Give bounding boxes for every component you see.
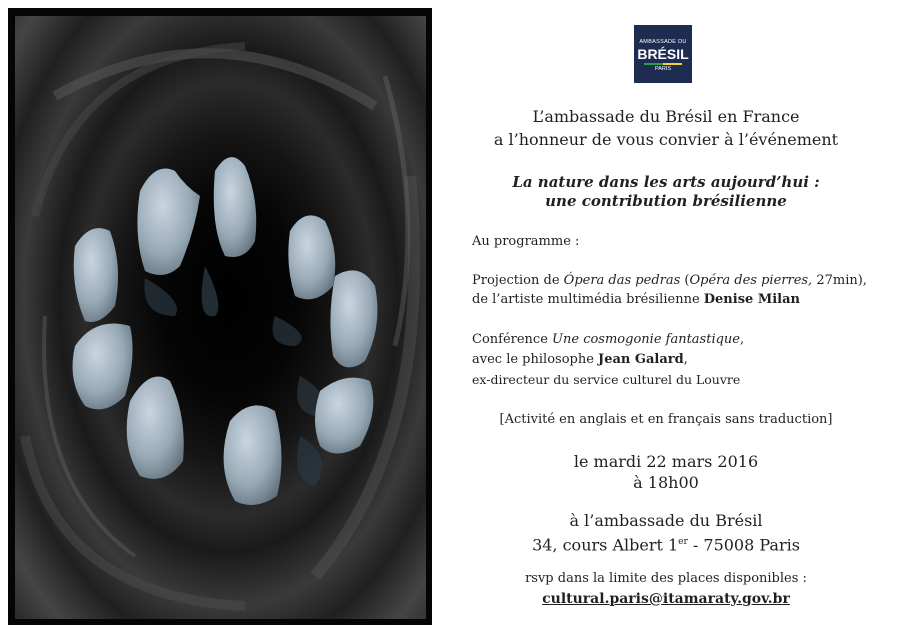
projection-line2 bbox=[472, 291, 800, 309]
logo-line3: PARIS bbox=[654, 66, 672, 72]
photo-frame bbox=[8, 8, 432, 625]
projection-prefix: Projection de bbox=[472, 273, 564, 288]
event-time: à 18h00 bbox=[633, 473, 699, 492]
logo-line2: BRÉSIL bbox=[637, 46, 689, 62]
projection-title: Ópera das pedras bbox=[563, 273, 681, 288]
venue-address bbox=[432, 531, 900, 556]
address-prefix: 34, cours Albert 1 bbox=[532, 535, 679, 555]
conference-line2 bbox=[472, 351, 688, 369]
logo-line1: AMBASSADE DU bbox=[639, 39, 687, 45]
rsvp-text: rsvp dans la limite des places disponibles : bbox=[525, 571, 807, 586]
embassy-logo bbox=[634, 25, 692, 83]
speaker-name: Jean Galard bbox=[598, 352, 684, 367]
invite-line1: L’ambassade du Brésil en France bbox=[532, 107, 800, 126]
projection-line2-prefix: de l’artiste multimédia brésilienne bbox=[472, 292, 704, 307]
conference-title: Une cosmogonie fantastique bbox=[552, 332, 740, 347]
venue-line1: à l’ambassade du Brésil bbox=[569, 511, 763, 530]
rsvp-email-wrap bbox=[432, 589, 900, 608]
event-date: le mardi 22 mars 2016 bbox=[573, 452, 759, 471]
invite-line2: a l’honneur de vous convier à l’événement bbox=[493, 130, 839, 149]
conference-line2-suffix: , bbox=[683, 352, 688, 367]
projection-paren-close: 27min), bbox=[812, 273, 867, 288]
projection-line1 bbox=[472, 272, 867, 290]
address-suffix: - 75008 Paris bbox=[687, 535, 800, 555]
projection-subtitle: Opéra des pierres, bbox=[689, 273, 813, 288]
program-heading: Au programme : bbox=[472, 234, 580, 249]
rsvp-email-link[interactable]: cultural.paris@itamaraty.gov.br bbox=[542, 591, 790, 607]
event-title-line1: La nature dans les arts aujourd’hui : bbox=[512, 173, 820, 191]
stone-sculptures-photo bbox=[15, 16, 426, 619]
conference-line1 bbox=[472, 331, 744, 349]
event-title-line2: une contribution brésilienne bbox=[545, 192, 787, 210]
conference-line3: ex-directeur du service culturel du Louvre bbox=[472, 372, 741, 387]
stones-illustration bbox=[15, 16, 426, 619]
conference-prefix: Conférence bbox=[472, 332, 553, 347]
conference-line2-prefix: avec le philosophe bbox=[472, 352, 599, 367]
conference-comma: , bbox=[740, 332, 745, 347]
language-note: [Activité en anglais et en français sans traduction] bbox=[499, 412, 833, 427]
address-sup: er bbox=[678, 537, 688, 547]
artist-name: Denise Milan bbox=[703, 292, 800, 307]
projection-paren-open: ( bbox=[680, 273, 690, 288]
